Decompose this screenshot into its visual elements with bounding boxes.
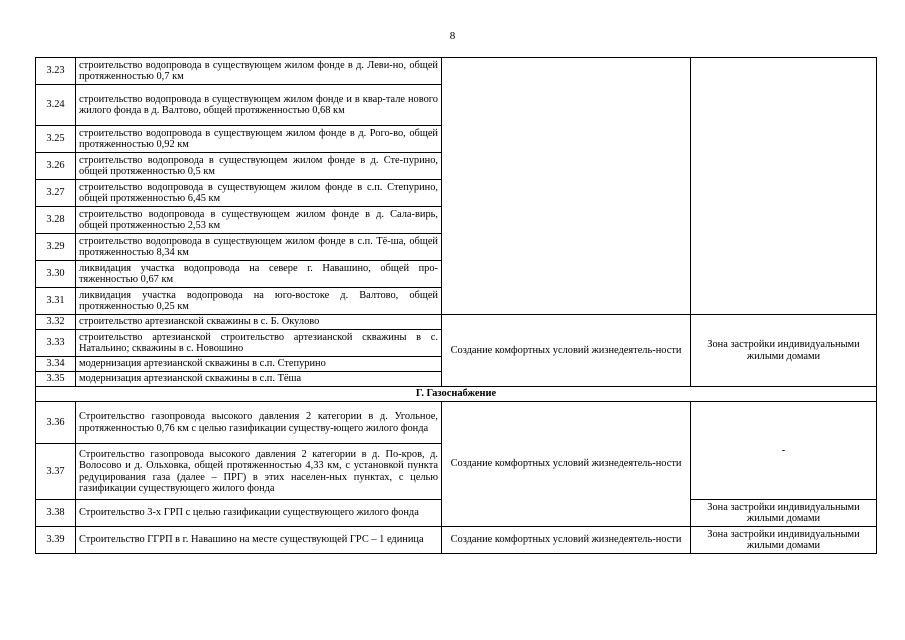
row-description: строительство водопровода в существующем жилом фонде и в квар-тале нового жилого фонда в д. Валтово, общей протяженностью 0,68 км (76, 85, 442, 126)
row-description: ликвидация участка водопровода на юго-востоке д. Валтово, общей протяженностью 0,25 км (76, 288, 442, 315)
page-number: 8 (449, 30, 456, 42)
zone-cell: Зона застройки индивидуальными жилыми домами (691, 500, 877, 527)
row-number: 3.39 (36, 527, 76, 554)
row-description: Строительство ГГРП в г. Навашино на месте существующей ГРС – 1 единица (76, 527, 442, 554)
table-row (36, 402, 877, 444)
purpose-cell: Создание комфортных условий жизнедеятель-ности (442, 527, 691, 554)
row-number: 3.25 (36, 126, 76, 153)
row-description: строительство водопровода в существующем жилом фонде в с.п. Тё-ша, общей протяженностью 8,34 км (76, 234, 442, 261)
row-number: 3.37 (36, 444, 76, 500)
row-number: 3.26 (36, 153, 76, 180)
row-description: строительство водопровода в существующем жилом фонде в д. Сала-вирь, общей протяженностью 2,53 км (76, 207, 442, 234)
row-number: 3.38 (36, 500, 76, 527)
purpose-cell: Создание комфортных условий жизнедеятель-ности (442, 315, 691, 387)
row-description: ликвидация участка водопровода на севере г. Навашино, общей про-тяженностью 0,67 км (76, 261, 442, 288)
row-description: Строительство газопровода высокого давления 2 категории в д. По-кров, д. Волосово и д. Ольховка, общей протяженностью 4,33 км, с установкой пункта редуцирования газа (далее – ПРГ) в этих населен-ных пунктах, с целью газификации существующего жилого фонда (76, 444, 442, 500)
row-description: Строительство газопровода высокого давления 2 категории в д. Угольное, протяженностью 0,76 км с целью газификации существу-ющего жилого фонда (76, 402, 442, 444)
table-row (36, 315, 877, 330)
row-number: 3.31 (36, 288, 76, 315)
row-number: 3.34 (36, 357, 76, 372)
row-description: строительство артезианской строительство артезианской скважины в с. Натальино; скважины в с. Новошино (76, 330, 442, 357)
section-row (36, 387, 877, 402)
zone-cell: Зона застройки индивидуальными жилыми домами (691, 527, 877, 554)
row-number: 3.28 (36, 207, 76, 234)
row-number: 3.30 (36, 261, 76, 288)
row-description: строительство водопровода в существующем жилом фонде в д. Леви-но, общей протяженностью 0,7 км (76, 58, 442, 85)
measures-table (35, 57, 877, 554)
table-row (36, 58, 877, 85)
row-description: Строительство 3-х ГРП с целью газификации существующего жилого фонда (76, 500, 442, 527)
row-number: 3.23 (36, 58, 76, 85)
row-description: строительство водопровода в существующем жилом фонде в с.п. Степурино, общей протяженностью 6,45 км (76, 180, 442, 207)
empty-zone-cell (691, 58, 877, 315)
row-description: строительство водопровода в существующем жилом фонде в д. Рого-во, общей протяженностью 0,92 км (76, 126, 442, 153)
section-heading-gas: Г. Газоснабжение (36, 387, 877, 402)
row-number: 3.27 (36, 180, 76, 207)
zone-cell: Зона застройки индивидуальными жилыми домами (691, 315, 877, 387)
empty-purpose-cell (442, 58, 691, 315)
row-number: 3.33 (36, 330, 76, 357)
zone-dash-cell: - (691, 402, 877, 500)
row-number: 3.35 (36, 372, 76, 387)
row-description: модернизация артезианской скважины в с.п. Тёша (76, 372, 442, 387)
row-number: 3.36 (36, 402, 76, 444)
row-number: 3.24 (36, 85, 76, 126)
row-description: строительство водопровода в существующем жилом фонде в д. Сте-пурино, общей протяженностью 0,5 км (76, 153, 442, 180)
purpose-cell: Создание комфортных условий жизнедеятель-ности (442, 402, 691, 527)
table-row (36, 527, 877, 554)
row-number: 3.32 (36, 315, 76, 330)
row-description: модернизация артезианской скважины в с.п. Степурино (76, 357, 442, 372)
row-description: строительство артезианской скважины в с. Б. Окулово (76, 315, 442, 330)
row-number: 3.29 (36, 234, 76, 261)
